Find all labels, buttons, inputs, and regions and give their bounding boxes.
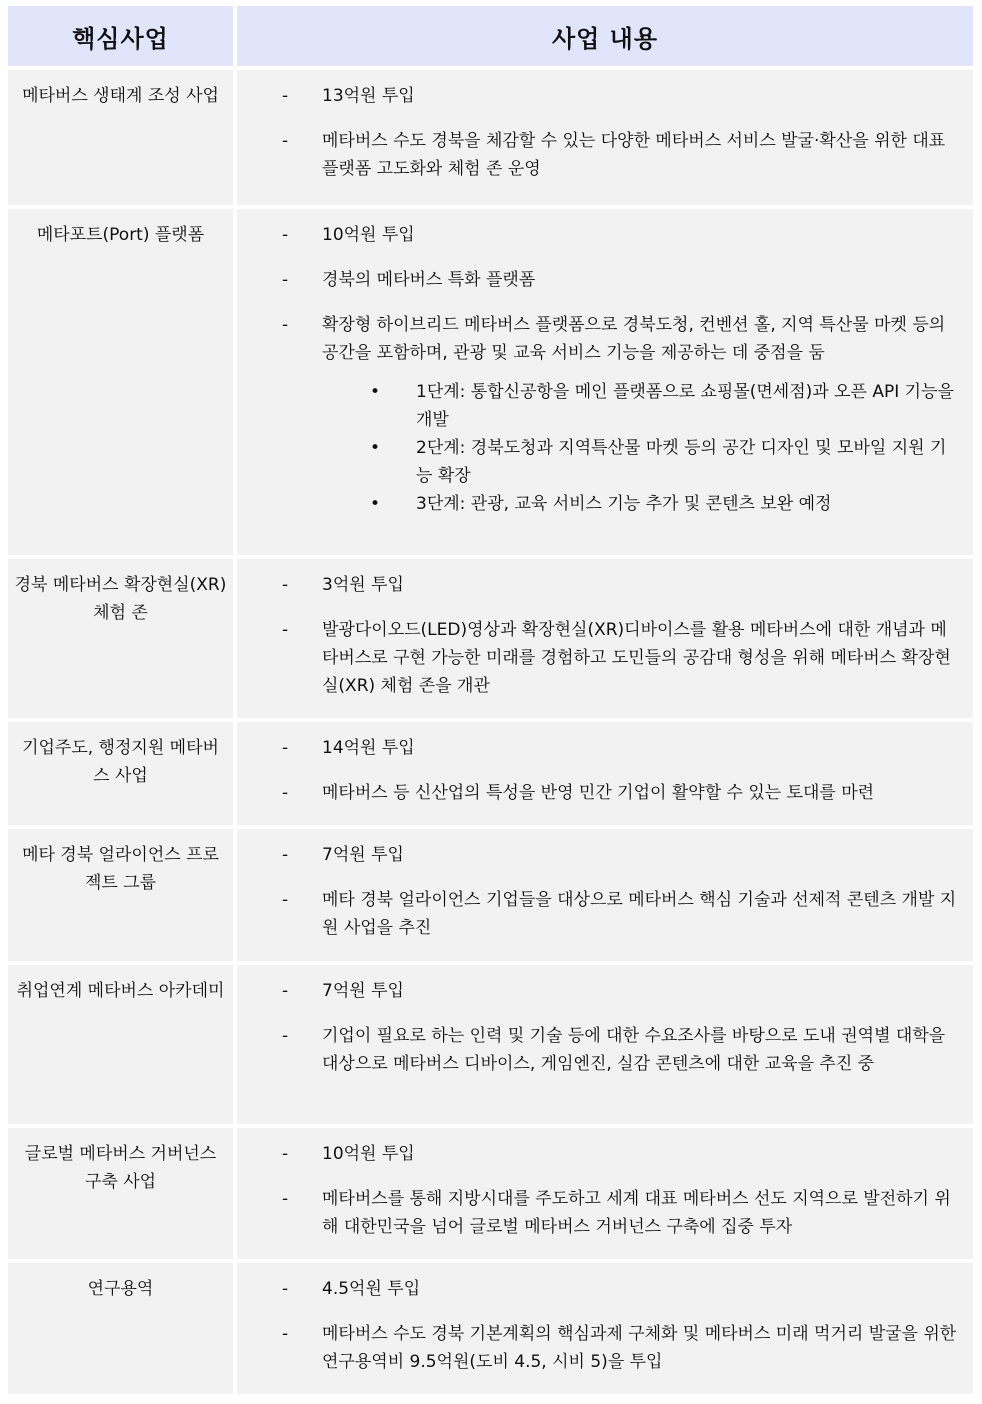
dash-marker: - (282, 1279, 289, 1299)
dash-marker: - (282, 783, 289, 803)
sub-list-item: • 3단계: 관광, 교육 서비스 기능 추가 및 콘텐츠 보완 예정 (4, 490, 959, 518)
dash-marker: - (282, 738, 289, 758)
sub-list-item: • 2단계: 경북도청과 지역특산물 마켓 등의 공간 디자인 및 모바일 지원 기능 확장 (4, 434, 959, 490)
row-content (237, 829, 973, 961)
row-name: 기업주도, 행정지원 메타버스 사업 (8, 722, 233, 825)
sub-list-item: • 1단계: 통합신공항을 메인 플랫폼으로 쇼핑몰(면세점)과 오픈 API 기능을 개발 (4, 378, 959, 434)
bullet-marker: • (370, 494, 381, 514)
list-item: - 4.5억원 투입 (4, 1275, 959, 1303)
list-item: - 7억원 투입 (4, 841, 959, 869)
list-item: - 메타버스 등 신산업의 특성을 반영 민간 기업이 활약할 수 있는 토대를 마련 (4, 779, 959, 807)
list-item: - 확장형 하이브리드 메타버스 플랫폼으로 경북도청, 컨벤션 홀, 지역 특산물 마켓 등의 공간을 포함하며, 관광 및 교육 서비스 기능을 제공하는 데 중점을 둠 (4, 311, 959, 367)
row-content (237, 209, 973, 555)
dash-marker: - (282, 1026, 289, 1046)
list-item: - 메타 경북 얼라이언스 기업들을 대상으로 메타버스 핵심 기술과 선제적 콘텐츠 개발 지원 사업을 추진 (4, 886, 959, 942)
dash-marker: - (282, 131, 289, 151)
row-name: 메타버스 생태계 조성 사업 (8, 70, 233, 205)
dash-marker: - (282, 620, 289, 640)
list-item: - 7억원 투입 (4, 977, 959, 1005)
list-item: - 발광다이오드(LED)영상과 확장현실(XR)디바이스를 활용 메타버스에 대한 개념과 메타버스로 구현 가능한 미래를 경험하고 도민들의 공감대 형성을 위해 메타버스 확장현실(XR) 체험 존을 개관 (4, 616, 959, 700)
row-name: 메타포트(Port) 플랫폼 (8, 209, 233, 555)
dash-marker: - (282, 315, 289, 335)
list-item: - 경북의 메타버스 특화 플랫폼 (4, 266, 959, 294)
row-name: 취업연계 메타버스 아카데미 (8, 965, 233, 1124)
row-content (237, 965, 973, 1124)
bullet-marker: • (370, 382, 381, 402)
row-name: 경북 메타버스 확장현실(XR) 체험 존 (8, 559, 233, 718)
list-item: - 14억원 투입 (4, 734, 959, 762)
list-item: - 10억원 투입 (4, 221, 959, 249)
dash-marker: - (282, 1144, 289, 1164)
row-name: 연구용역 (8, 1263, 233, 1394)
list-item: - 메타버스 수도 경북을 체감할 수 있는 다양한 메타버스 서비스 발굴·확산을 위한 대표플랫폼 고도화와 체험 존 운영 (4, 127, 959, 183)
list-item: - 메타버스를 통해 지방시대를 주도하고 세계 대표 메타버스 선도 지역으로 발전하기 위해 대한민국을 넘어 글로벌 메타버스 거버넌스 구축에 집중 투자 (4, 1185, 959, 1241)
bullet-marker: • (370, 438, 381, 458)
list-item: - 13억원 투입 (4, 82, 959, 110)
list-item: - 3억원 투입 (4, 571, 959, 599)
dash-marker: - (282, 981, 289, 1001)
dash-marker: - (282, 1324, 289, 1344)
business-table (8, 6, 973, 1394)
row-content (237, 722, 973, 825)
row-content (237, 1128, 973, 1259)
row-name: 글로벌 메타버스 거버넌스 구축 사업 (8, 1128, 233, 1259)
dash-marker: - (282, 270, 289, 290)
header-business-content: 사업 내용 (237, 6, 973, 66)
dash-marker: - (282, 225, 289, 245)
list-item: - 메타버스 수도 경북 기본계획의 핵심과제 구체화 및 메타버스 미래 먹거리 발굴을 위한 연구용역비 9.5억원(도비 4.5, 시비 5)을 투입 (4, 1320, 959, 1376)
dash-marker: - (282, 1189, 289, 1209)
row-content (237, 1263, 973, 1394)
dash-marker: - (282, 575, 289, 595)
row-content (237, 559, 973, 718)
row-content (237, 70, 973, 205)
list-item: - 10억원 투입 (4, 1140, 959, 1168)
dash-marker: - (282, 86, 289, 106)
dash-marker: - (282, 890, 289, 910)
dash-marker: - (282, 845, 289, 865)
row-name: 메타 경북 얼라이언스 프로젝트 그룹 (8, 829, 233, 961)
list-item: - 기업이 필요로 하는 인력 및 기술 등에 대한 수요조사를 바탕으로 도내 권역별 대학을 대상으로 메타버스 디바이스, 게임엔진, 실감 콘텐츠에 대한 교육을 추진 중 (4, 1022, 959, 1078)
header-core-business: 핵심사업 (8, 6, 233, 66)
